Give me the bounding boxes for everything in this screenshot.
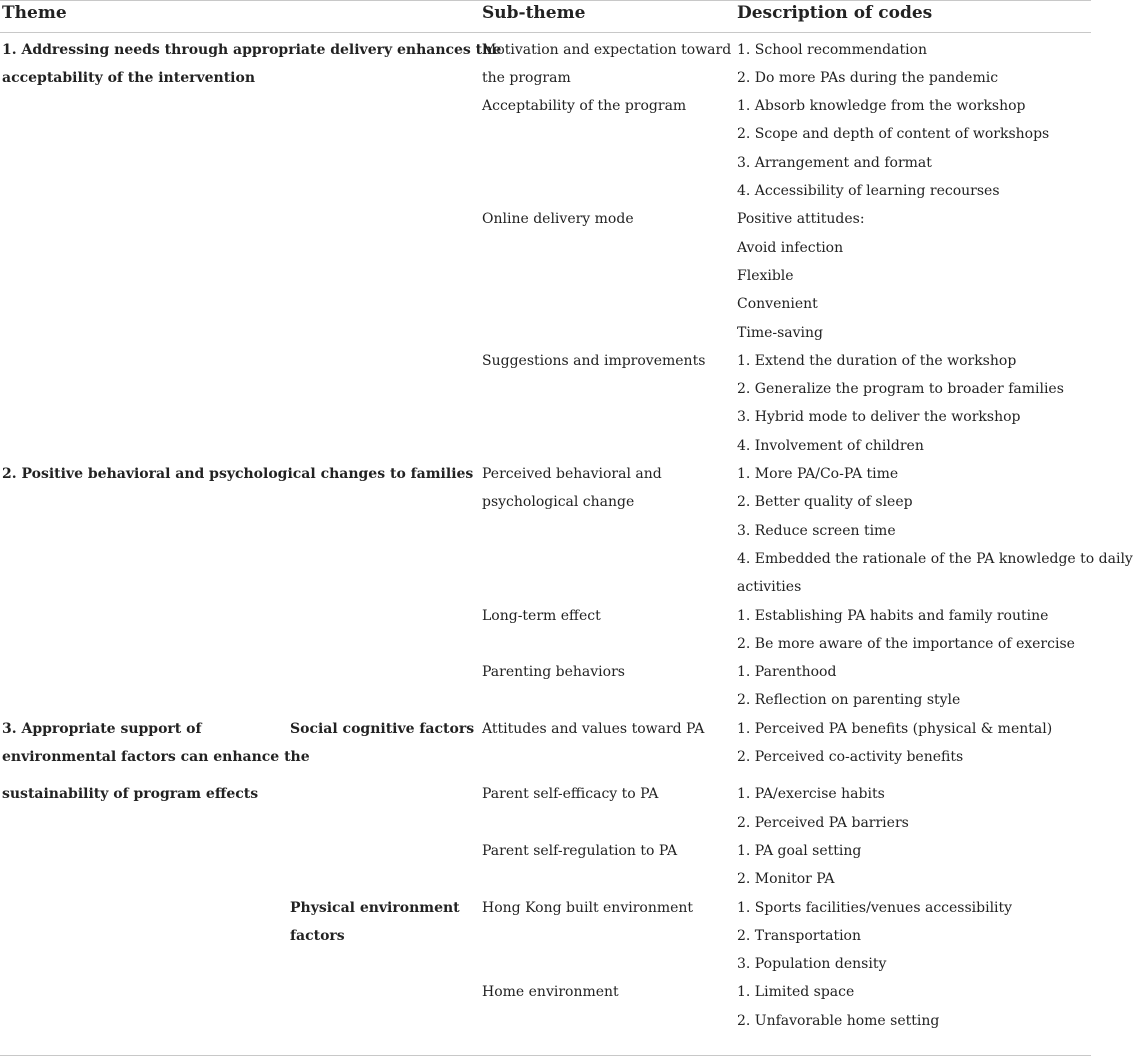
code-line: 3. Arrangement and format xyxy=(737,154,932,171)
code-line: 1. Parenthood xyxy=(737,664,837,681)
code-line: 2. Unfavorable home setting xyxy=(737,1012,940,1029)
subtheme-line: Perceived behavioral and xyxy=(482,466,662,482)
theme-line: sustainability of program effects xyxy=(2,786,259,803)
code-line: Flexible xyxy=(737,267,794,284)
factor-line: Physical environment xyxy=(290,899,460,916)
subtheme-line: Acceptability of the program xyxy=(482,98,687,115)
code-line: 2. Better quality of sleep xyxy=(737,494,913,511)
code-line: 4. Involvement of children xyxy=(737,437,924,454)
code-line: 2. Perceived PA barriers xyxy=(737,814,909,831)
subtheme-line: Parenting behaviors xyxy=(482,664,625,681)
header-theme: Theme xyxy=(2,3,67,23)
subtheme-line: Parent self-regulation to PA xyxy=(482,842,678,859)
theme-line: 1. Addressing needs through appropriate delivery enhances the xyxy=(2,41,502,58)
code-line: 1. Sports facilities/venues accessibility xyxy=(737,899,1013,916)
code-line: Positive attitudes: xyxy=(737,211,865,228)
theme-line: 3. Appropriate support of xyxy=(2,720,202,737)
code-line: 3. Hybrid mode to deliver the workshop xyxy=(737,409,1021,426)
header-rule xyxy=(0,32,1091,33)
code-line: Avoid infection xyxy=(737,239,844,256)
code-line: 1. Perceived PA benefits (physical & mental) xyxy=(737,720,1053,737)
code-line: 4. Embedded the rationale of the PA knowledge to daily xyxy=(737,550,1133,567)
code-line: activities xyxy=(737,579,802,596)
code-line: 1. PA/exercise habits xyxy=(737,786,885,803)
code-line: 2. Scope and depth of content of workshops xyxy=(737,126,1050,143)
top-rule xyxy=(0,0,1091,1)
code-line: 3. Reduce screen time xyxy=(737,522,896,539)
subtheme-line: Motivation and expectation toward xyxy=(482,41,732,58)
code-line: 2. Reflection on parenting style xyxy=(737,692,961,709)
subtheme-line: psychological change xyxy=(482,494,635,511)
header-codes: Description of codes xyxy=(737,3,933,23)
subtheme-line: Hong Kong built environment xyxy=(482,899,694,916)
code-line: 1. Establishing PA habits and family routine xyxy=(737,607,1049,624)
code-line: 1. School recommendation xyxy=(737,41,927,58)
code-line: 1. Extend the duration of the workshop xyxy=(737,352,1017,369)
bottom-rule xyxy=(0,1055,1091,1056)
code-line: Time-saving xyxy=(737,324,824,341)
code-line: 2. Monitor PA xyxy=(737,871,835,888)
header-subtheme: Sub-theme xyxy=(482,3,586,23)
code-line: 2. Perceived co-activity benefits xyxy=(737,749,964,765)
code-line: 1. PA goal setting xyxy=(737,842,862,859)
subtheme-line: Attitudes and values toward PA xyxy=(482,720,705,737)
code-line: 2. Be more aware of the importance of exercise xyxy=(737,635,1075,652)
code-line: 2. Do more PAs during the pandemic xyxy=(737,69,999,86)
code-line: 3. Population density xyxy=(737,956,887,973)
theme-line: 2. Positive behavioral and psychological changes to families xyxy=(2,466,474,482)
code-line: 1. Limited space xyxy=(737,984,855,1001)
theme-line: environmental factors can enhance the xyxy=(2,749,310,765)
code-line: 4. Accessibility of learning recourses xyxy=(737,183,1000,199)
subtheme-line: Suggestions and improvements xyxy=(482,352,706,369)
subtheme-line: Long-term effect xyxy=(482,607,601,624)
code-line: 2. Generalize the program to broader families xyxy=(737,381,1064,398)
code-line: 2. Transportation xyxy=(737,927,861,944)
theme-line: acceptability of the intervention xyxy=(2,69,256,86)
subtheme-line: Parent self-efficacy to PA xyxy=(482,786,659,803)
code-line: 1. More PA/Co-PA time xyxy=(737,466,899,482)
code-line: 1. Absorb knowledge from the workshop xyxy=(737,98,1026,115)
subtheme-line: the program xyxy=(482,69,571,86)
subtheme-line: Online delivery mode xyxy=(482,211,634,228)
code-line: Convenient xyxy=(737,296,818,313)
factor-line: Social cognitive factors xyxy=(290,720,475,737)
subtheme-line: Home environment xyxy=(482,984,619,1001)
factor-line: factors xyxy=(290,927,345,944)
